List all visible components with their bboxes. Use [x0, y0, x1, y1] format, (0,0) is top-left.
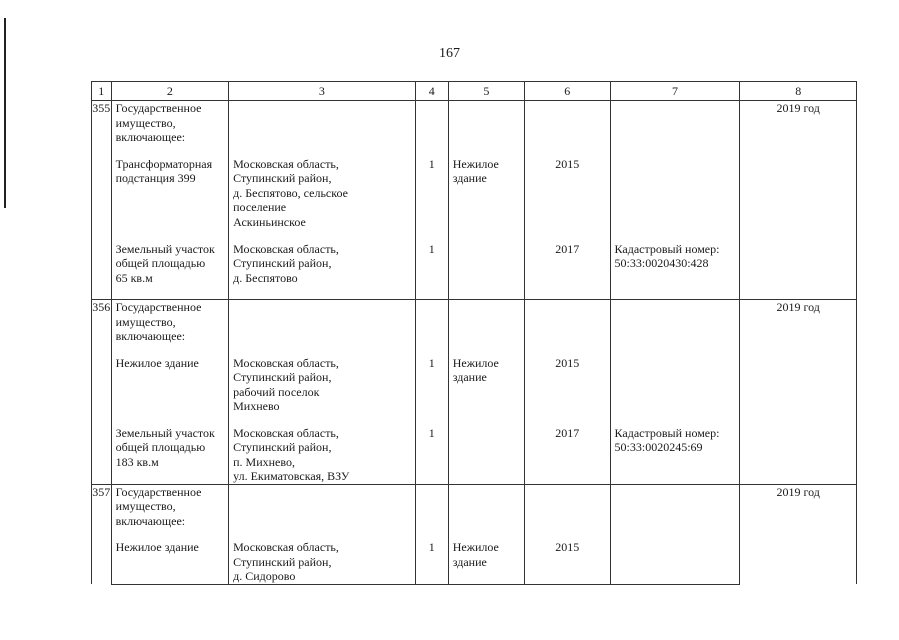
column-header: 3: [229, 82, 416, 101]
property-quantity: [415, 426, 448, 485]
property-name-text: Нежилое здание: [115, 540, 199, 554]
property-year: [524, 426, 610, 485]
property-type: [448, 157, 524, 242]
group-label: [111, 300, 229, 356]
property-type: [448, 540, 524, 584]
property-note: [610, 540, 740, 584]
column-header: 4: [415, 82, 448, 101]
property-year: [524, 242, 610, 300]
property-note-text: Кадастровый номер: 50:33:0020245:69: [614, 425, 720, 454]
property-name-text: Нежилое здание: [115, 355, 199, 370]
property-address-text: Московская область, Ступинский район, п. Михнево, ул. Екиматовская, ВЗУ: [233, 425, 350, 483]
property-quantity-text: 1: [428, 425, 435, 440]
property-quantity-text: 1: [428, 355, 435, 370]
property-address: [229, 540, 416, 584]
empty-cell: [229, 300, 416, 356]
period-label-text: 2019 год: [776, 484, 820, 499]
empty-cell: [524, 101, 610, 157]
property-note: [610, 242, 740, 300]
property-note: [610, 356, 740, 426]
property-address: [229, 242, 416, 300]
empty-cell: [229, 484, 416, 540]
property-quantity-text: 1: [428, 156, 435, 171]
entry-number-text: 356: [92, 300, 111, 314]
entry-group-row: [92, 484, 857, 540]
property-address-text: Московская область, Ступинский район, д. Беспятово: [233, 241, 339, 285]
column-header: 5: [448, 82, 524, 101]
property-year-text: 2015: [555, 355, 580, 370]
property-name: [111, 540, 229, 584]
property-name: [111, 157, 229, 242]
property-name: [111, 426, 229, 485]
property-address-text: Московская область, Ступинский район, д. Беспятово, сельское поселение Аскиньинское: [233, 156, 348, 229]
property-note: [610, 426, 740, 485]
property-quantity: [415, 242, 448, 300]
property-note-text: Кадастровый номер: 50:33:0020430:428: [614, 241, 720, 270]
property-type-text: Нежилое здание: [452, 156, 499, 185]
period-label-text: 2019 год: [776, 101, 820, 115]
entry-group-row: [92, 101, 857, 157]
empty-cell: [610, 101, 740, 157]
property-name-text: Трансформаторная подстанция 399: [115, 156, 213, 185]
property-type: [448, 426, 524, 485]
property-year-text: 2017: [555, 425, 580, 440]
column-header: 6: [524, 82, 610, 101]
group-label: [111, 101, 229, 157]
column-header: 2: [111, 82, 229, 101]
property-year-text: 2017: [555, 241, 580, 256]
entry-number: [92, 484, 112, 584]
empty-cell: [415, 484, 448, 540]
property-type-text: Нежилое здание: [452, 355, 499, 384]
property-quantity: [415, 356, 448, 426]
group-label-text: Государственное имущество, включающее:: [115, 101, 202, 144]
property-year: [524, 540, 610, 584]
property-year: [524, 157, 610, 242]
property-address: [229, 157, 416, 242]
property-address-text: Московская область, Ступинский район, д. Сидорово: [233, 540, 339, 583]
entry-number: [92, 101, 112, 300]
entry-number-text: 357: [92, 484, 111, 499]
property-type-text: Нежилое здание: [452, 540, 499, 569]
period-label-text: 2019 год: [776, 300, 820, 314]
empty-cell: [610, 484, 740, 540]
column-header: 8: [740, 82, 857, 101]
column-header: 1: [92, 82, 112, 101]
entry-number: [92, 300, 112, 485]
property-type: [448, 356, 524, 426]
entry-number-text: 355: [92, 101, 111, 115]
empty-cell: [229, 101, 416, 157]
empty-cell: [448, 484, 524, 540]
group-label-text: Государственное имущество, включающее:: [115, 484, 202, 528]
property-name: [111, 356, 229, 426]
group-label-text: Государственное имущество, включающее:: [115, 300, 202, 343]
empty-cell: [448, 101, 524, 157]
period-label: [740, 300, 857, 485]
empty-cell: [415, 300, 448, 356]
property-quantity-text: 1: [428, 540, 435, 554]
property-year-text: 2015: [555, 540, 580, 554]
entry-group-row: [92, 300, 857, 356]
property-address-text: Московская область, Ступинский район, рабочий поселок Михнево: [233, 355, 339, 413]
property-year: [524, 356, 610, 426]
period-label: [740, 101, 857, 300]
property-quantity: [415, 157, 448, 242]
property-type: [448, 242, 524, 300]
property-note: [610, 157, 740, 242]
empty-cell: [524, 300, 610, 356]
property-year-text: 2015: [555, 156, 580, 171]
empty-cell: [415, 101, 448, 157]
property-quantity-text: 1: [428, 241, 435, 256]
property-name-text: Земельный участок общей площадью 183 кв.м: [115, 425, 215, 469]
empty-cell: [524, 484, 610, 540]
page-number: 167: [439, 46, 460, 61]
property-name: [111, 242, 229, 300]
property-quantity: [415, 540, 448, 584]
column-header: 7: [610, 82, 740, 101]
empty-cell: [448, 300, 524, 356]
property-name-text: Земельный участок общей площадью 65 кв.м: [115, 241, 215, 285]
period-label: [740, 484, 857, 584]
empty-cell: [610, 300, 740, 356]
column-number-header: [92, 82, 857, 101]
property-table: [91, 81, 857, 585]
property-address: [229, 356, 416, 426]
property-address: [229, 426, 416, 485]
group-label: [111, 484, 229, 540]
